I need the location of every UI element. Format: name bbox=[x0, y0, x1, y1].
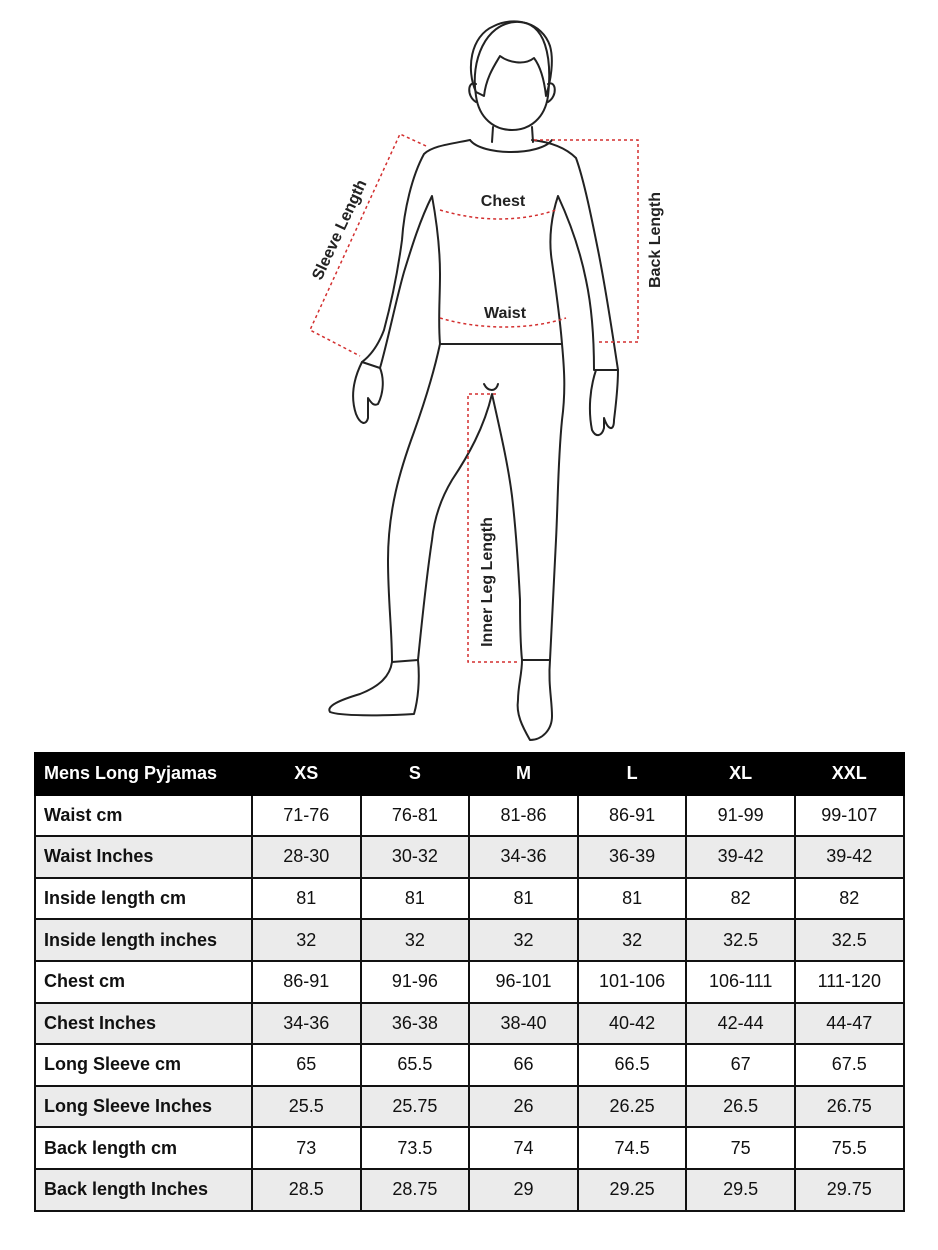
size-header: XS bbox=[252, 753, 361, 795]
size-header: XXL bbox=[795, 753, 904, 795]
row-label: Back length Inches bbox=[35, 1169, 252, 1211]
table-cell: 86-91 bbox=[578, 795, 687, 837]
table-cell: 74.5 bbox=[578, 1127, 687, 1169]
row-label: Chest cm bbox=[35, 961, 252, 1003]
left-foot-outline bbox=[329, 660, 418, 715]
table-cell: 32 bbox=[578, 919, 687, 961]
table-cell: 73 bbox=[252, 1127, 361, 1169]
table-cell: 96-101 bbox=[469, 961, 578, 1003]
table-cell: 73.5 bbox=[361, 1127, 470, 1169]
head-outline bbox=[475, 22, 549, 130]
shirt-outline bbox=[362, 140, 618, 370]
table-cell: 111-120 bbox=[795, 961, 904, 1003]
table-cell: 34-36 bbox=[252, 1003, 361, 1045]
table-cell: 28-30 bbox=[252, 836, 361, 878]
table-cell: 34-36 bbox=[469, 836, 578, 878]
table-cell: 66 bbox=[469, 1044, 578, 1086]
table-cell: 40-42 bbox=[578, 1003, 687, 1045]
table-cell: 81 bbox=[578, 878, 687, 920]
table-cell: 36-39 bbox=[578, 836, 687, 878]
table-cell: 32 bbox=[252, 919, 361, 961]
table-cell: 28.5 bbox=[252, 1169, 361, 1211]
table-cell: 29.5 bbox=[686, 1169, 795, 1211]
chest-label: Chest bbox=[480, 193, 526, 210]
pants-outline bbox=[388, 344, 564, 662]
right-foot-outline bbox=[518, 660, 552, 740]
table-cell: 36-38 bbox=[361, 1003, 470, 1045]
table-row bbox=[35, 836, 904, 878]
table-cell: 38-40 bbox=[469, 1003, 578, 1045]
inner-leg-length-label: Inner Leg Length bbox=[479, 517, 496, 647]
row-label: Waist Inches bbox=[35, 836, 252, 878]
chest-guide bbox=[440, 210, 556, 219]
table-cell: 81 bbox=[469, 878, 578, 920]
table-cell: 30-32 bbox=[361, 836, 470, 878]
row-label: Inside length inches bbox=[35, 919, 252, 961]
table-row bbox=[35, 795, 904, 837]
row-label: Long Sleeve Inches bbox=[35, 1086, 252, 1128]
table-cell: 82 bbox=[686, 878, 795, 920]
size-chart-table bbox=[34, 752, 905, 1212]
table-cell: 44-47 bbox=[795, 1003, 904, 1045]
size-header: L bbox=[578, 753, 687, 795]
table-cell: 86-91 bbox=[252, 961, 361, 1003]
table-row bbox=[35, 1003, 904, 1045]
table-cell: 39-42 bbox=[686, 836, 795, 878]
table-cell: 67 bbox=[686, 1044, 795, 1086]
right-hand-outline bbox=[590, 370, 618, 435]
table-cell: 32 bbox=[361, 919, 470, 961]
sleeve-length-label: Sleeve Length bbox=[309, 177, 371, 283]
table-cell: 75 bbox=[686, 1127, 795, 1169]
table-cell: 29.25 bbox=[578, 1169, 687, 1211]
crotch-detail bbox=[484, 384, 498, 390]
table-cell: 66.5 bbox=[578, 1044, 687, 1086]
table-cell: 65.5 bbox=[361, 1044, 470, 1086]
table-cell: 81 bbox=[361, 878, 470, 920]
table-row bbox=[35, 919, 904, 961]
table-header-row bbox=[35, 753, 904, 795]
table-cell: 25.75 bbox=[361, 1086, 470, 1128]
table-cell: 71-76 bbox=[252, 795, 361, 837]
table-cell: 32.5 bbox=[795, 919, 904, 961]
table-row bbox=[35, 1127, 904, 1169]
table-row bbox=[35, 1086, 904, 1128]
table-cell: 81 bbox=[252, 878, 361, 920]
table-cell: 67.5 bbox=[795, 1044, 904, 1086]
row-label: Waist cm bbox=[35, 795, 252, 837]
left-hand-outline bbox=[353, 362, 383, 423]
row-label: Chest Inches bbox=[35, 1003, 252, 1045]
table-cell: 74 bbox=[469, 1127, 578, 1169]
size-header: M bbox=[469, 753, 578, 795]
table-row bbox=[35, 878, 904, 920]
table-row bbox=[35, 1169, 904, 1211]
table-cell: 28.75 bbox=[361, 1169, 470, 1211]
table-cell: 32.5 bbox=[686, 919, 795, 961]
row-label: Back length cm bbox=[35, 1127, 252, 1169]
back-length-label: Back Length bbox=[647, 191, 664, 289]
row-label: Long Sleeve cm bbox=[35, 1044, 252, 1086]
table-cell: 39-42 bbox=[795, 836, 904, 878]
table-cell: 91-99 bbox=[686, 795, 795, 837]
table-cell: 26 bbox=[469, 1086, 578, 1128]
table-cell: 76-81 bbox=[361, 795, 470, 837]
table-cell: 75.5 bbox=[795, 1127, 904, 1169]
table-cell: 99-107 bbox=[795, 795, 904, 837]
table-cell: 106-111 bbox=[686, 961, 795, 1003]
table-cell: 65 bbox=[252, 1044, 361, 1086]
table-cell: 29 bbox=[469, 1169, 578, 1211]
table-cell: 91-96 bbox=[361, 961, 470, 1003]
size-header: XL bbox=[686, 753, 795, 795]
table-title: Mens Long Pyjamas bbox=[35, 753, 252, 795]
table-row bbox=[35, 1044, 904, 1086]
table-cell: 26.25 bbox=[578, 1086, 687, 1128]
table-cell: 26.5 bbox=[686, 1086, 795, 1128]
table-cell: 42-44 bbox=[686, 1003, 795, 1045]
table-cell: 25.5 bbox=[252, 1086, 361, 1128]
table-cell: 82 bbox=[795, 878, 904, 920]
waist-label: Waist bbox=[483, 305, 527, 322]
table-row bbox=[35, 961, 904, 1003]
table-cell: 101-106 bbox=[578, 961, 687, 1003]
table-cell: 81-86 bbox=[469, 795, 578, 837]
size-header: S bbox=[361, 753, 470, 795]
table-cell: 29.75 bbox=[795, 1169, 904, 1211]
table-cell: 32 bbox=[469, 919, 578, 961]
row-label: Inside length cm bbox=[35, 878, 252, 920]
table-cell: 26.75 bbox=[795, 1086, 904, 1128]
